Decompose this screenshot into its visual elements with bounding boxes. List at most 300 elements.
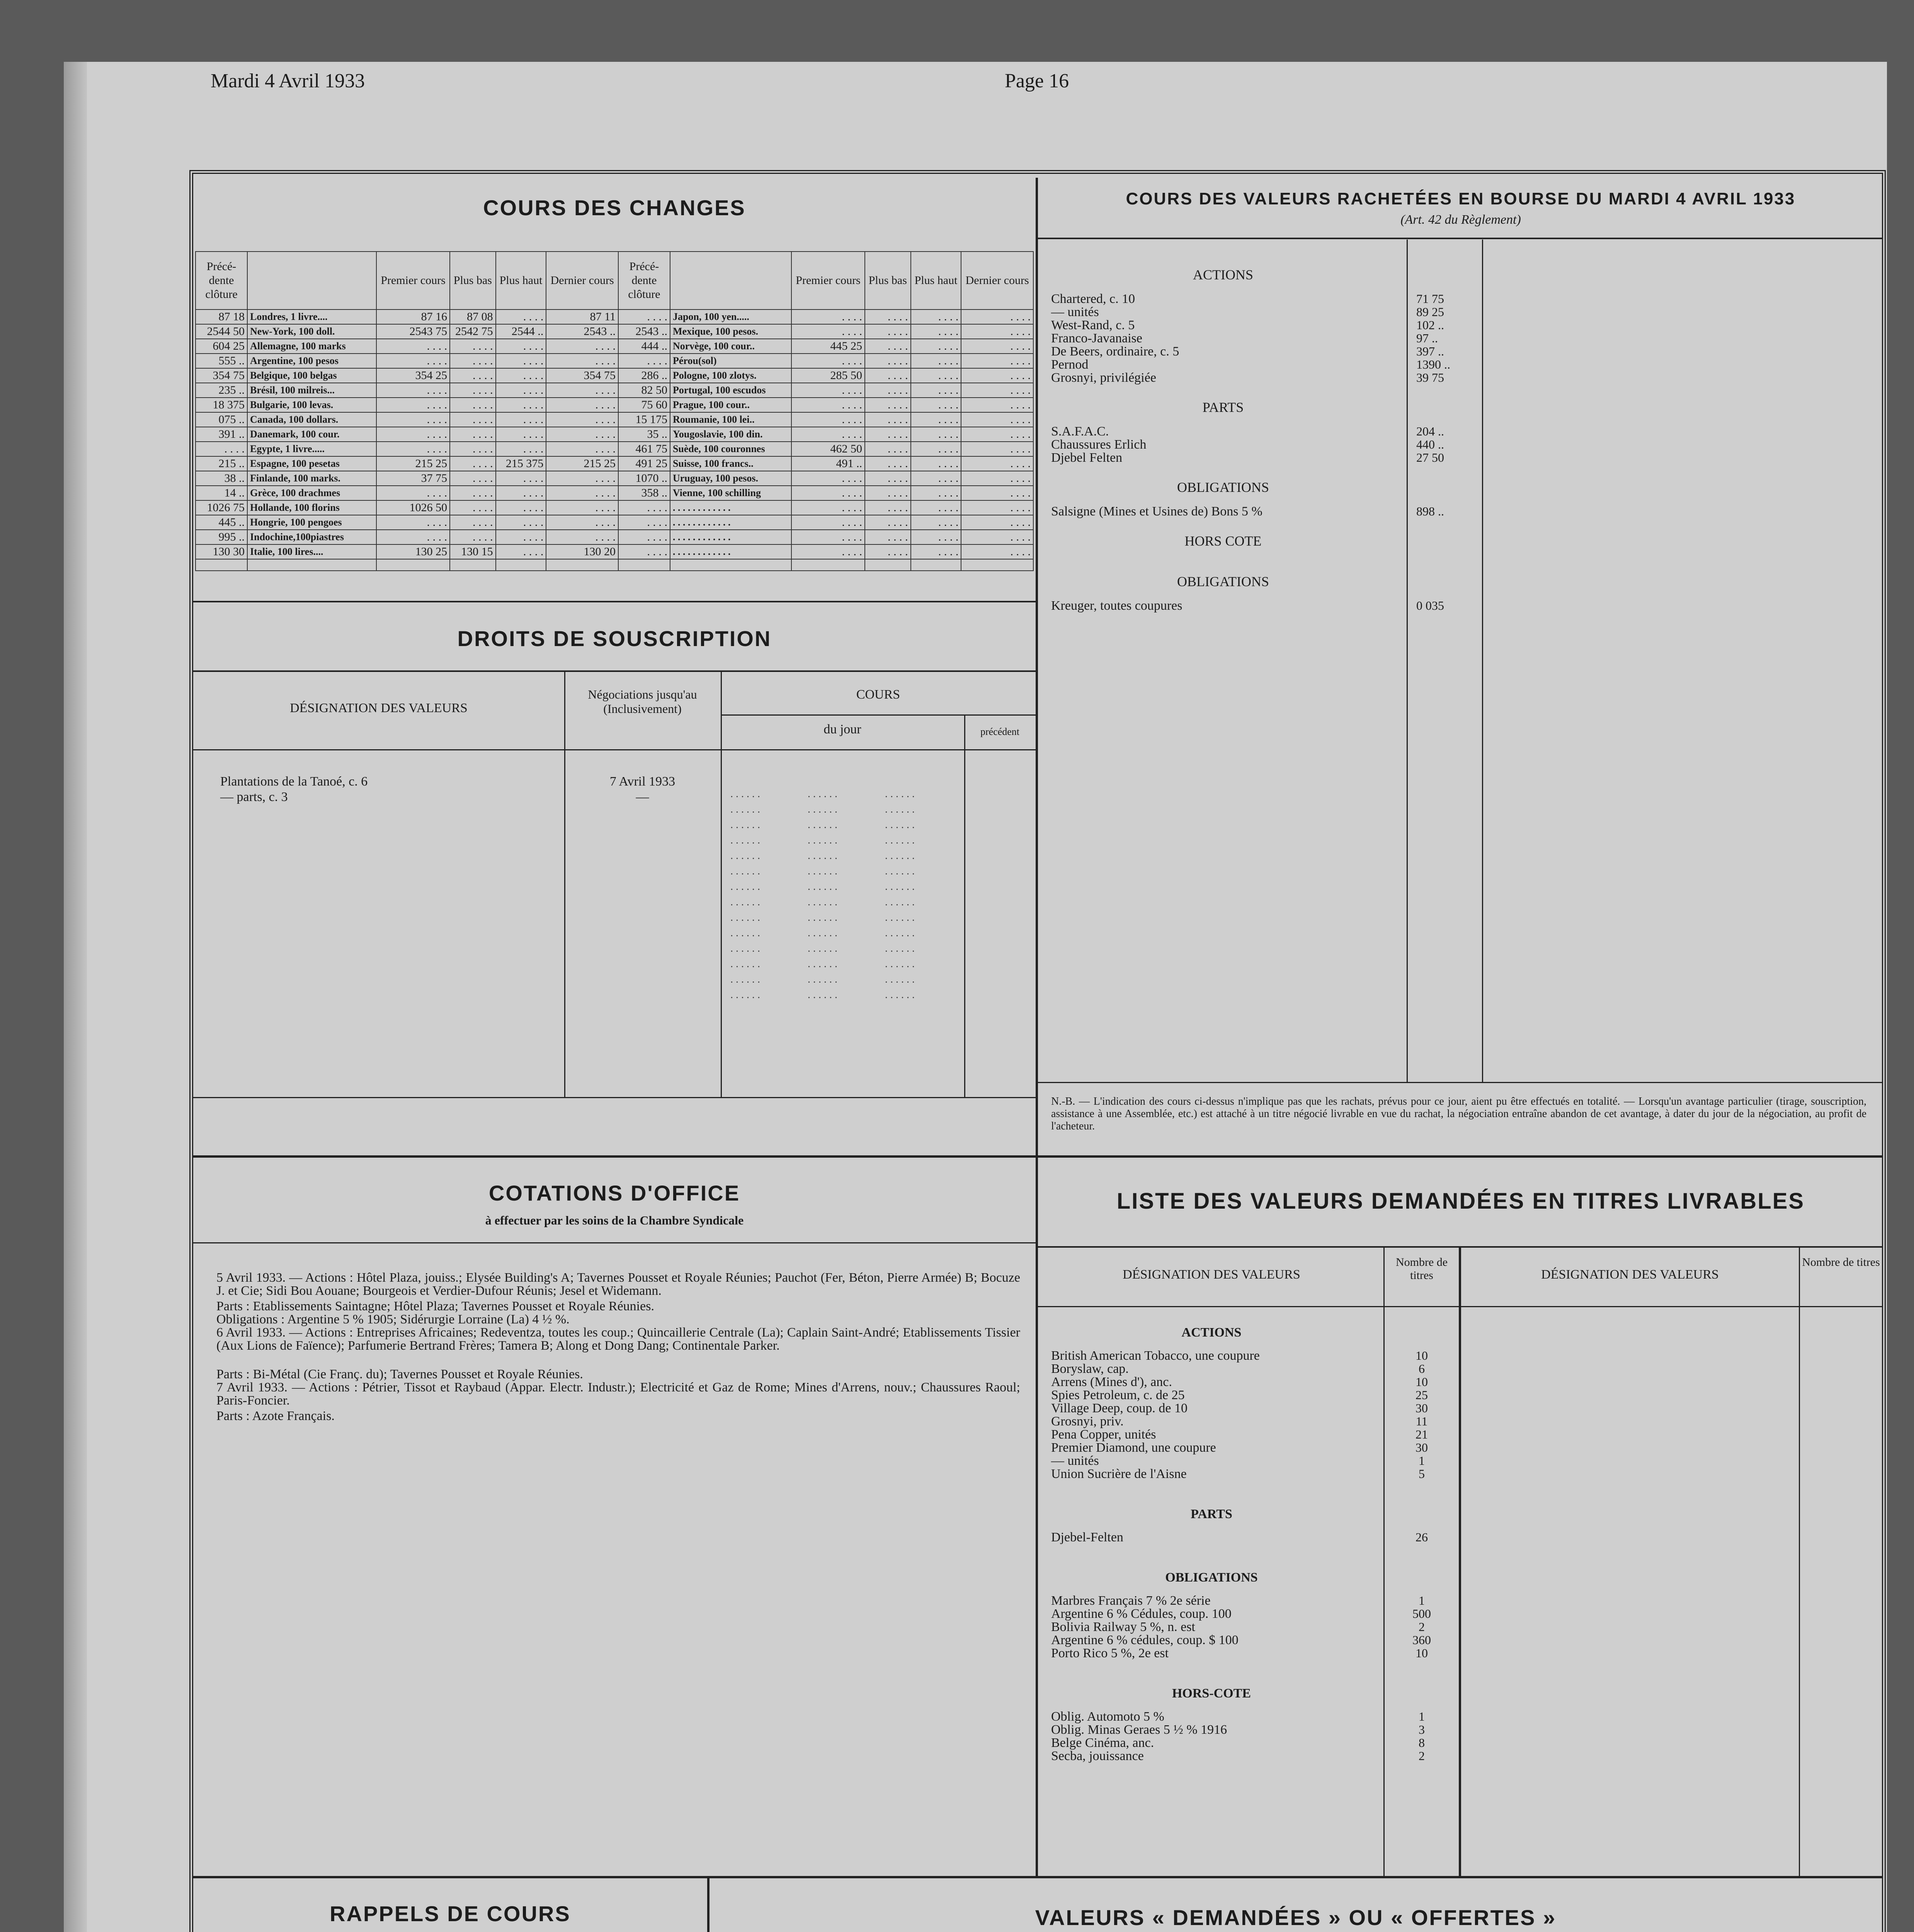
rachetees-heading: OBLIGATIONS xyxy=(1177,480,1269,495)
livrables-item-count: 8 xyxy=(1419,1736,1425,1750)
rachetees-item-name: — unités xyxy=(1051,305,1099,319)
changes-cell-prev: 14 .. xyxy=(196,486,247,500)
changes-cell-last: . . . . xyxy=(961,515,1033,530)
droits-empty-cell: . . . . . . xyxy=(730,819,760,831)
changes-cell-first: 215 25 xyxy=(376,456,450,471)
livrables-item-name: Bolivia Railway 5 %, n. est xyxy=(1051,1620,1196,1634)
changes-cell-name: Suisse, 100 francs.. xyxy=(670,456,791,471)
changes-cell-high: . . . . xyxy=(911,354,961,368)
livrables-item-name: Union Sucrière de l'Aisne xyxy=(1051,1467,1187,1481)
livrables-col-line-3 xyxy=(1799,1247,1800,1876)
droits-col-prec: précédent xyxy=(980,726,1020,737)
rachetees-col-line-1 xyxy=(1407,240,1408,1082)
changes-divider xyxy=(193,601,1036,602)
changes-empty-cell xyxy=(865,559,911,571)
livrables-heading: ACTIONS xyxy=(1181,1325,1242,1340)
changes-row xyxy=(196,471,1033,486)
office-paragraph: 6 Avril 1933. — Actions : Entreprises Africaines; Redeventza, toutes les coup.; Quincaillerie Centrale (La); Caplain Saint-André; Etablissements Tissier (Aux Lions de Faïence); Parfumerie Bertrand Frères; Tamera B; Along et Dong Dang; Continentale Parker. xyxy=(216,1325,1020,1353)
changes-cell-low: . . . . xyxy=(450,427,496,442)
livrables-col-line-2 xyxy=(1459,1247,1461,1876)
rachetees-title: COURS DES VALEURS RACHETÉES EN BOURSE DU MARDI 4 AVRIL 1933 xyxy=(1126,189,1796,208)
changes-cell-high: . . . . xyxy=(911,368,961,383)
changes-cell-low: . . . . xyxy=(865,442,911,456)
livrables-item-count: 360 xyxy=(1412,1633,1431,1647)
changes-cell-high: . . . . xyxy=(496,486,546,500)
changes-cell-high: . . . . xyxy=(496,500,546,515)
changes-cell-name: Belgique, 100 belgas xyxy=(247,368,376,383)
droits-empty-cell: . . . . . . xyxy=(730,834,760,846)
changes-cell-low: . . . . xyxy=(865,515,911,530)
changes-row xyxy=(196,383,1033,398)
droits-empty-cell: . . . . . . xyxy=(808,803,837,815)
droits-empty-cell: . . . . . . xyxy=(808,989,837,1001)
droits-empty-cell: . . . . . . xyxy=(885,927,915,939)
col-prev: Précé-dente clôture xyxy=(196,252,247,310)
changes-cell-name: Hollande, 100 florins xyxy=(247,500,376,515)
changes-cell-last: . . . . xyxy=(546,354,618,368)
changes-cell-high: . . . . xyxy=(496,354,546,368)
office-header-line xyxy=(193,1242,1036,1243)
changes-cell-last: . . . . xyxy=(961,354,1033,368)
changes-cell-low: . . . . xyxy=(450,456,496,471)
changes-cell-name: Indochine,100piastres xyxy=(247,530,376,544)
changes-cell-prev: . . . . xyxy=(618,515,670,530)
livrables-item-count: 10 xyxy=(1416,1646,1428,1660)
changes-empty-cell xyxy=(791,559,865,571)
col-low-2: Plus bas xyxy=(865,252,911,310)
changes-cell-last: 354 75 xyxy=(546,368,618,383)
changes-cell-prev: . . . . xyxy=(618,544,670,559)
col-prev-2: Précé-dente clôture xyxy=(618,252,670,310)
changes-cell-prev: 82 50 xyxy=(618,383,670,398)
changes-cell-prev: 130 30 xyxy=(196,544,247,559)
droits-empty-cell: . . . . . . xyxy=(885,819,915,831)
livrables-item-name: Argentine 6 % Cédules, coup. 100 xyxy=(1051,1607,1232,1621)
changes-cell-name: . . . . . . . . . . . . xyxy=(670,544,791,559)
droits-empty-cell: . . . . . . xyxy=(730,989,760,1001)
changes-cell-name: . . . . . . . . . . . . xyxy=(670,530,791,544)
changes-empty-cell xyxy=(911,559,961,571)
page-number: Page 16 xyxy=(1005,70,1069,92)
row-divider-2 xyxy=(193,1876,1882,1878)
changes-row xyxy=(196,500,1033,515)
rachetees-heading: PARTS xyxy=(1202,400,1244,415)
changes-cell-low: . . . . xyxy=(450,486,496,500)
livrables-item-name: Premier Diamond, une coupure xyxy=(1051,1440,1216,1455)
changes-cell-name: Norvège, 100 cour.. xyxy=(670,339,791,354)
droits-row-date: 7 Avril 1933 xyxy=(609,774,675,789)
changes-cell-name: Londres, 1 livre.... xyxy=(247,310,376,324)
changes-cell-name: Grèce, 100 drachmes xyxy=(247,486,376,500)
droits-empty-cell: . . . . . . xyxy=(730,958,760,970)
col-first: Premier cours xyxy=(376,252,450,310)
droits-header-line xyxy=(193,749,1036,750)
changes-cell-first: . . . . xyxy=(791,324,865,339)
changes-cell-prev: 445 .. xyxy=(196,515,247,530)
changes-cell-prev: 491 25 xyxy=(618,456,670,471)
changes-row xyxy=(196,398,1033,412)
changes-empty-cell xyxy=(670,559,791,571)
rachetees-item-name: S.A.F.A.C. xyxy=(1051,424,1109,439)
changes-cell-name: Egypte, 1 livre..... xyxy=(247,442,376,456)
changes-cell-prev: 354 75 xyxy=(196,368,247,383)
changes-row xyxy=(196,442,1033,456)
changes-cell-first: . . . . xyxy=(376,486,450,500)
changes-cell-low: . . . . xyxy=(450,442,496,456)
changes-cell-last: . . . . xyxy=(546,471,618,486)
changes-cell-high: . . . . xyxy=(911,530,961,544)
changes-cell-low: . . . . xyxy=(450,354,496,368)
changes-cell-first: 285 50 xyxy=(791,368,865,383)
livrables-item-count: 10 xyxy=(1416,1375,1428,1389)
droits-col-cours: COURS xyxy=(856,687,900,702)
livrables-col-designation: DÉSIGNATION DES VALEURS xyxy=(1123,1267,1300,1282)
droits-empty-cell: . . . . . . xyxy=(808,942,837,954)
droits-table xyxy=(193,670,1036,1155)
changes-cell-prev: 391 .. xyxy=(196,427,247,442)
changes-cell-first: . . . . xyxy=(376,383,450,398)
rachetees-item-name: Djebel Felten xyxy=(1051,451,1123,465)
changes-cell-name: Espagne, 100 pesetas xyxy=(247,456,376,471)
rachetees-item-name: Chartered, c. 10 xyxy=(1051,292,1135,306)
changes-cell-last: . . . . xyxy=(961,500,1033,515)
rachetees-item-value: 898 .. xyxy=(1416,504,1444,518)
droits-empty-cell: . . . . . . xyxy=(730,912,760,923)
changes-empty-cell xyxy=(376,559,450,571)
changes-cell-prev: 2543 .. xyxy=(618,324,670,339)
changes-cell-high: . . . . xyxy=(496,368,546,383)
droits-title: DROITS DE SOUSCRIPTION xyxy=(457,626,772,651)
droits-empty-cell: . . . . . . xyxy=(808,896,837,908)
changes-empty-cell xyxy=(247,559,376,571)
office-paragraph: Parts : Azote Français. xyxy=(216,1409,335,1423)
rachetees-item-name: Salsigne (Mines et Usines de) Bons 5 % xyxy=(1051,504,1262,519)
changes-cell-low: . . . . xyxy=(865,354,911,368)
rachetees-item-value: 97 .. xyxy=(1416,331,1438,345)
col-name xyxy=(247,252,376,310)
droits-empty-cell: . . . . . . xyxy=(808,958,837,970)
changes-cell-low: . . . . xyxy=(865,339,911,354)
changes-cell-low: . . . . xyxy=(450,530,496,544)
changes-cell-last: . . . . xyxy=(961,427,1033,442)
rachetees-item-name: De Beers, ordinaire, c. 5 xyxy=(1051,344,1179,359)
col-high: Plus haut xyxy=(496,252,546,310)
changes-cell-high: . . . . xyxy=(911,383,961,398)
changes-cell-high: . . . . xyxy=(496,310,546,324)
changes-cell-last: . . . . xyxy=(546,530,618,544)
changes-cell-last: . . . . xyxy=(546,427,618,442)
rachetees-item-name: Grosnyi, privilégiée xyxy=(1051,371,1156,385)
livrables-item-name: Spies Petroleum, c. de 25 xyxy=(1051,1388,1185,1402)
changes-cell-name: Suède, 100 couronnes xyxy=(670,442,791,456)
changes-cell-first: . . . . xyxy=(791,412,865,427)
changes-cell-low: . . . . xyxy=(865,456,911,471)
livrables-heading: PARTS xyxy=(1191,1507,1232,1521)
livrables-item-count: 3 xyxy=(1419,1723,1425,1736)
droits-empty-cell: . . . . . . xyxy=(808,881,837,893)
changes-empty-cell xyxy=(196,559,247,571)
page-binding xyxy=(64,62,87,1932)
changes-cell-first: 491 .. xyxy=(791,456,865,471)
rachetees-item-value: 397 .. xyxy=(1416,344,1444,358)
changes-cell-name: Vienne, 100 schilling xyxy=(670,486,791,500)
changes-cell-prev: 18 375 xyxy=(196,398,247,412)
changes-cell-low: . . . . xyxy=(450,500,496,515)
changes-cell-prev: 555 .. xyxy=(196,354,247,368)
droits-empty-cell: . . . . . . xyxy=(885,973,915,985)
changes-cell-high: . . . . xyxy=(496,383,546,398)
changes-cell-low: . . . . xyxy=(450,471,496,486)
changes-cell-last: 2543 .. xyxy=(546,324,618,339)
changes-cell-last: . . . . xyxy=(546,515,618,530)
rachetees-item-name: Franco-Javanaise xyxy=(1051,331,1143,345)
rachetees-header-line xyxy=(1038,238,1882,239)
livrables-item-count: 6 xyxy=(1419,1362,1425,1376)
changes-cell-first: . . . . xyxy=(376,515,450,530)
changes-cell-high: . . . . xyxy=(496,412,546,427)
changes-cell-name: Portugal, 100 escudos xyxy=(670,383,791,398)
changes-cell-first: . . . . xyxy=(791,544,865,559)
changes-cell-last: . . . . xyxy=(961,324,1033,339)
changes-cell-high: . . . . xyxy=(911,544,961,559)
rachetees-item-name: West-Rand, c. 5 xyxy=(1051,318,1135,332)
changes-cell-low: . . . . xyxy=(450,339,496,354)
changes-cell-name: . . . . . . . . . . . . xyxy=(670,500,791,515)
changes-cell-prev: 87 18 xyxy=(196,310,247,324)
changes-cell-first: . . . . xyxy=(791,515,865,530)
changes-row xyxy=(196,427,1033,442)
livrables-item-count: 500 xyxy=(1412,1607,1431,1621)
changes-table xyxy=(195,251,1034,571)
changes-cell-prev: 286 .. xyxy=(618,368,670,383)
livrables-col-line-1 xyxy=(1383,1247,1385,1876)
livrables-item-count: 1 xyxy=(1419,1709,1425,1723)
rachetees-item-value: 71 75 xyxy=(1416,292,1444,306)
rachetees-item-value: 1390 .. xyxy=(1416,357,1450,371)
changes-cell-first: . . . . xyxy=(376,398,450,412)
changes-cell-last: . . . . xyxy=(546,412,618,427)
changes-cell-prev: 075 .. xyxy=(196,412,247,427)
droits-empty-cell: . . . . . . xyxy=(885,803,915,815)
rachetees-item-value: 39 75 xyxy=(1416,371,1444,384)
droits-empty-cell: . . . . . . xyxy=(808,927,837,939)
changes-cell-prev: 75 60 xyxy=(618,398,670,412)
changes-cell-first: . . . . xyxy=(376,427,450,442)
changes-cell-prev: 35 .. xyxy=(618,427,670,442)
livrables-item-count: 11 xyxy=(1416,1414,1428,1428)
changes-cell-last: . . . . xyxy=(961,368,1033,383)
changes-cell-prev: 1026 75 xyxy=(196,500,247,515)
changes-cell-high: . . . . xyxy=(496,471,546,486)
changes-cell-last: . . . . xyxy=(546,442,618,456)
changes-cell-last: . . . . xyxy=(961,398,1033,412)
col-first-2: Premier cours xyxy=(791,252,865,310)
changes-cell-low: . . . . xyxy=(865,383,911,398)
changes-row xyxy=(196,339,1033,354)
changes-empty-cell xyxy=(496,559,546,571)
rachetees-item-value: 102 .. xyxy=(1416,318,1444,332)
office-paragraph: Obligations : Argentine 5 % 1905; Sidérurgie Lorraine (La) 4 ½ %. xyxy=(216,1312,570,1327)
changes-cell-high: . . . . xyxy=(496,442,546,456)
changes-cell-low: 2542 75 xyxy=(450,324,496,339)
droits-empty-cell: . . . . . . xyxy=(808,819,837,831)
droits-empty-cell: . . . . . . xyxy=(808,912,837,923)
office-paragraph: Parts : Bi-Métal (Cie Franç. du); Tavernes Pousset et Royale Réunies. xyxy=(216,1367,583,1381)
changes-cell-low: . . . . xyxy=(865,412,911,427)
changes-cell-prev: 2544 50 xyxy=(196,324,247,339)
changes-cell-prev: 444 .. xyxy=(618,339,670,354)
droits-row-name: Plantations de la Tanoé, c. 6 xyxy=(220,774,368,789)
changes-cell-low: . . . . xyxy=(865,310,911,324)
droits-col-line-1 xyxy=(564,672,565,1097)
changes-row xyxy=(196,412,1033,427)
droits-col-nego: Négociations jusqu'au (Inclusivement) xyxy=(588,687,697,716)
livrables-item-name: Village Deep, coup. de 10 xyxy=(1051,1401,1188,1415)
changes-cell-prev: 15 175 xyxy=(618,412,670,427)
changes-cell-last: . . . . xyxy=(961,442,1033,456)
droits-cours-line xyxy=(721,714,1036,716)
changes-cell-last: . . . . xyxy=(546,339,618,354)
changes-cell-high: . . . . xyxy=(911,310,961,324)
livrables-item-name: Arrens (Mines d'), anc. xyxy=(1051,1375,1172,1389)
changes-cell-low: . . . . xyxy=(865,500,911,515)
rachetees-item-value: 0 035 xyxy=(1416,599,1444,612)
changes-cell-name: Yougoslavie, 100 din. xyxy=(670,427,791,442)
livrables-item-count: 1 xyxy=(1419,1454,1425,1468)
changes-cell-last: . . . . xyxy=(546,398,618,412)
rachetees-heading: ACTIONS xyxy=(1193,267,1253,282)
changes-cell-high: . . . . xyxy=(496,398,546,412)
livrables-item-count: 25 xyxy=(1416,1388,1428,1402)
changes-cell-low: . . . . xyxy=(865,368,911,383)
col-last-2: Dernier cours xyxy=(961,252,1033,310)
rachetees-item-name: Pernod xyxy=(1051,357,1089,372)
changes-cell-last: . . . . xyxy=(961,339,1033,354)
office-paragraph: 5 Avril 1933. — Actions : Hôtel Plaza, jouiss.; Elysée Building's A; Tavernes Pousset et Royale Réunies; Pauchot (Fer, Béton, Pierre Armée) B; Bocuze J. et Cie; Sidi Bou Aouane; Bourgeois et Verdier-Dufour Réunis; Jesel et Widemann. xyxy=(216,1270,1020,1298)
changes-cell-last: . . . . xyxy=(961,530,1033,544)
changes-cell-first: 445 25 xyxy=(791,339,865,354)
changes-cell-low: . . . . xyxy=(450,412,496,427)
changes-cell-high: . . . . xyxy=(911,515,961,530)
livrables-title: LISTE DES VALEURS DEMANDÉES EN TITRES LIVRABLES xyxy=(1116,1189,1805,1214)
changes-cell-first: 2543 75 xyxy=(376,324,450,339)
changes-cell-last: . . . . xyxy=(961,412,1033,427)
changes-cell-low: . . . . xyxy=(865,486,911,500)
livrables-item-name: — unités xyxy=(1051,1454,1099,1468)
droits-empty-cell: . . . . . . xyxy=(885,881,915,893)
changes-cell-prev: . . . . xyxy=(618,354,670,368)
changes-cell-first: . . . . xyxy=(791,310,865,324)
livrables-heading: OBLIGATIONS xyxy=(1165,1570,1258,1585)
droits-empty-cell: . . . . . . xyxy=(885,788,915,800)
changes-cell-name: Uruguay, 100 pesos. xyxy=(670,471,791,486)
droits-empty-cell: . . . . . . xyxy=(808,973,837,985)
changes-cell-name: New-York, 100 doll. xyxy=(247,324,376,339)
droits-empty-cell: . . . . . . xyxy=(885,865,915,877)
changes-pad-row xyxy=(196,559,1033,571)
changes-cell-first: 354 25 xyxy=(376,368,450,383)
livrables-item-name: British American Tobacco, une coupure xyxy=(1051,1349,1260,1363)
rappels-title: RAPPELS DE COURS xyxy=(330,1901,571,1926)
changes-cell-low: . . . . xyxy=(865,324,911,339)
changes-empty-cell xyxy=(546,559,618,571)
changes-cell-name: Allemagne, 100 marks xyxy=(247,339,376,354)
changes-cell-prev: 215 .. xyxy=(196,456,247,471)
rachetees-subtitle: (Art. 42 du Règlement) xyxy=(1400,213,1521,227)
changes-cell-last: . . . . xyxy=(961,383,1033,398)
changes-empty-cell xyxy=(618,559,670,571)
changes-row xyxy=(196,486,1033,500)
changes-cell-last: . . . . xyxy=(961,486,1033,500)
livrables-item-name: Secba, jouissance xyxy=(1051,1749,1144,1763)
livrables-item-count: 30 xyxy=(1416,1440,1428,1454)
droits-empty-cell: . . . . . . xyxy=(885,912,915,923)
droits-empty-cell: . . . . . . xyxy=(885,850,915,862)
changes-cell-prev: . . . . xyxy=(618,500,670,515)
changes-cell-name: Bulgarie, 100 levas. xyxy=(247,398,376,412)
livrables-col-nombre-2: Nombre de titres xyxy=(1802,1256,1880,1269)
droits-empty-cell: . . . . . . xyxy=(885,989,915,1001)
changes-cell-prev: 38 .. xyxy=(196,471,247,486)
droits-empty-cell: . . . . . . xyxy=(730,850,760,862)
office-paragraph: 7 Avril 1933. — Actions : Pétrier, Tissot et Raybaud (Appar. Electr. Industr.); Electricité et Gaz de Rome; Mines d'Arrens, nouv.; Chaussures Raoul; Paris-Foncier. xyxy=(216,1380,1020,1408)
droits-row-name: — parts, c. 3 xyxy=(220,790,288,804)
changes-row xyxy=(196,530,1033,544)
changes-row xyxy=(196,310,1033,324)
droits-empty-cell: . . . . . . xyxy=(808,850,837,862)
livrables-item-name: Pena Copper, unités xyxy=(1051,1427,1156,1442)
page-date: Mardi 4 Avril 1933 xyxy=(211,70,365,92)
livrables-item-count: 2 xyxy=(1419,1749,1425,1763)
office-subtitle: à effectuer par les soins de la Chambre Syndicale xyxy=(485,1213,744,1227)
office-title: COTATIONS D'OFFICE xyxy=(488,1181,740,1205)
col-name-2 xyxy=(670,252,791,310)
livrables-item-count: 2 xyxy=(1419,1620,1425,1634)
droits-empty-cell: . . . . . . xyxy=(730,865,760,877)
livrables-item-count: 30 xyxy=(1416,1401,1428,1415)
changes-cell-first: . . . . xyxy=(791,398,865,412)
changes-cell-name: Italie, 100 lires.... xyxy=(247,544,376,559)
changes-cell-first: 37 75 xyxy=(376,471,450,486)
col-high-2: Plus haut xyxy=(911,252,961,310)
changes-cell-high: . . . . xyxy=(911,500,961,515)
changes-cell-first: . . . . xyxy=(791,530,865,544)
changes-cell-high: . . . . xyxy=(496,515,546,530)
droits-row-date: — xyxy=(636,790,649,804)
droits-foot-line xyxy=(193,1097,1036,1098)
changes-cell-last: . . . . xyxy=(546,383,618,398)
livrables-item-count: 10 xyxy=(1416,1349,1428,1362)
changes-cell-name: Danemark, 100 cour. xyxy=(247,427,376,442)
droits-col-line-3 xyxy=(964,714,965,1097)
changes-cell-first: . . . . xyxy=(791,486,865,500)
changes-cell-first: . . . . xyxy=(376,530,450,544)
livrables-col-designation-2: DÉSIGNATION DES VALEURS xyxy=(1541,1267,1719,1282)
changes-cell-low: 130 15 xyxy=(450,544,496,559)
rachetees-item-value: 204 .. xyxy=(1416,424,1444,438)
changes-cell-first: . . . . xyxy=(791,471,865,486)
changes-cell-first: . . . . xyxy=(791,427,865,442)
droits-empty-cell: . . . . . . xyxy=(885,942,915,954)
changes-cell-prev: 604 25 xyxy=(196,339,247,354)
droits-empty-cell: . . . . . . xyxy=(730,896,760,908)
changes-cell-low: . . . . xyxy=(450,368,496,383)
changes-cell-high: . . . . xyxy=(496,427,546,442)
changes-cell-name: Argentine, 100 pesos xyxy=(247,354,376,368)
col-low: Plus bas xyxy=(450,252,496,310)
changes-cell-high: . . . . xyxy=(911,471,961,486)
livrables-item-name: Oblig. Minas Geraes 5 ½ % 1916 xyxy=(1051,1723,1227,1737)
